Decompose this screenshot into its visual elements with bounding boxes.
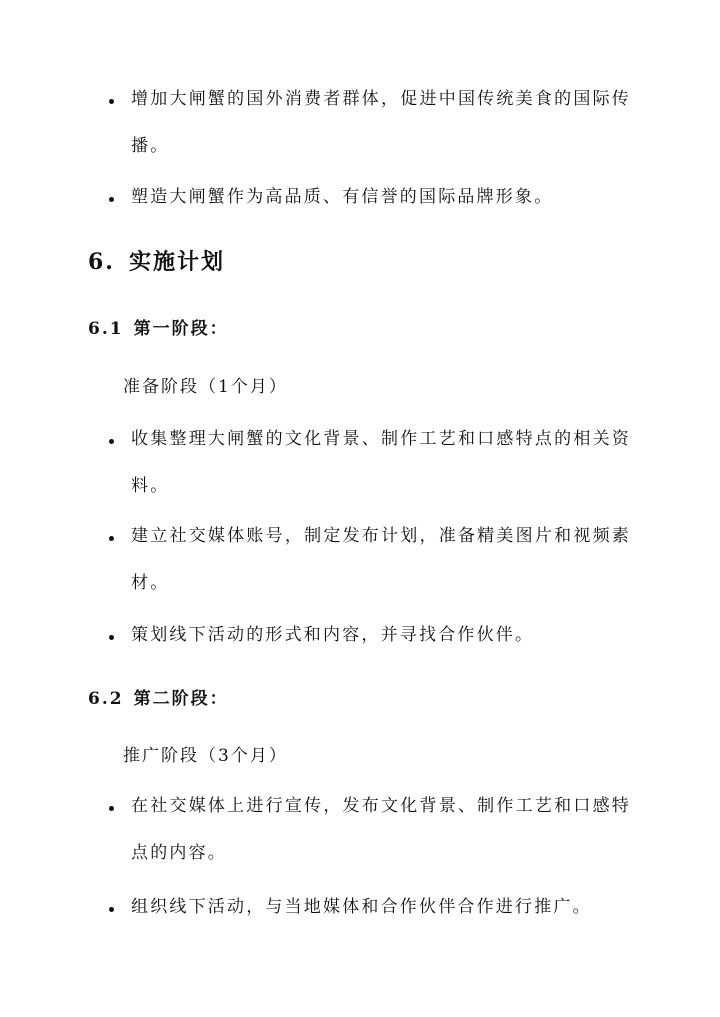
list-item-text: 组织线下活动，与当地媒体和合作伙伴合作进行推广。 (131, 897, 592, 917)
bullet-icon (109, 99, 114, 104)
bullet-icon (109, 536, 114, 541)
list-item-text: 收集整理大闸蟹的文化背景、制作工艺和口感特点的相关资料。 (131, 429, 631, 496)
subsection-heading (88, 684, 229, 709)
subsection-title: 第一阶段： (133, 319, 229, 339)
bullet-icon (109, 439, 114, 444)
list-item-text: 在社交媒体上进行宣传，发布文化背景、制作工艺和口感特点的内容。 (131, 796, 631, 863)
bullet-icon (109, 197, 114, 202)
subsection-title: 第二阶段： (133, 689, 229, 709)
section-title: 实施计划 (128, 249, 225, 275)
subsection-number: 6.1 (88, 319, 124, 339)
list-item-text: 增加大闸蟹的国外消费者群体，促进中国传统美食的国际传播。 (131, 89, 631, 156)
stage-subtitle: 准备阶段（1个月） (123, 377, 288, 397)
subsection-heading (88, 314, 229, 339)
bullet-icon (109, 635, 114, 640)
subsection-number: 6.2 (88, 689, 124, 709)
bullet-icon (109, 907, 114, 912)
stage-subtitle: 推广阶段（3个月） (123, 746, 288, 766)
bullet-icon (109, 806, 114, 811)
list-item-text: 策划线下活动的形式和内容，并寻找合作伙伴。 (131, 625, 535, 645)
list-item-text: 塑造大闸蟹作为高品质、有信誉的国际品牌形象。 (131, 187, 554, 207)
list-item-text: 建立社交媒体账号，制定发布计划，准备精美图片和视频素材。 (131, 526, 631, 593)
section-number: 6. (88, 249, 115, 275)
section-heading (88, 245, 225, 276)
